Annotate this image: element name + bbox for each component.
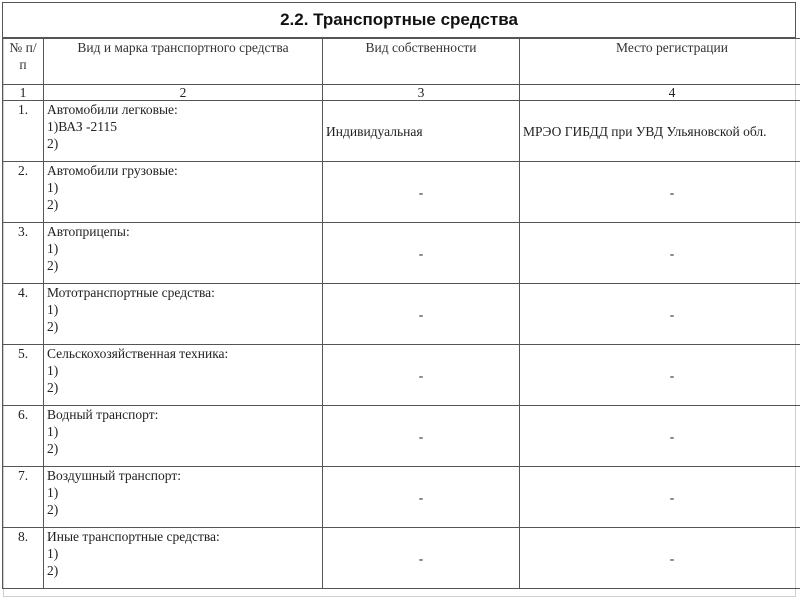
vehicle-item-2: 2) bbox=[47, 319, 59, 334]
row-number: 2. bbox=[3, 162, 44, 223]
vehicle-item-2: 2) bbox=[47, 258, 59, 273]
ownership-cell: - bbox=[323, 345, 520, 406]
header-registration: Место регистрации bbox=[520, 39, 800, 85]
row-number: 6. bbox=[3, 406, 44, 467]
registration-cell: МРЭО ГИБДД при УВД Ульяновской обл. bbox=[520, 101, 800, 162]
vehicles-table bbox=[2, 38, 800, 589]
page-title: 2.2. Транспортные средства bbox=[280, 10, 518, 29]
registration-cell: - bbox=[520, 467, 800, 528]
column-number: 1 bbox=[3, 85, 44, 101]
table-row bbox=[3, 528, 800, 589]
vehicle-category: Воздушный транспорт: bbox=[47, 468, 181, 483]
vehicle-type-cell bbox=[44, 528, 323, 589]
vehicle-type-cell bbox=[44, 223, 323, 284]
vehicle-category: Автомобили грузовые: bbox=[47, 163, 178, 178]
vehicle-item-1: 1) bbox=[47, 424, 59, 439]
vehicle-item-2: 2) bbox=[47, 197, 59, 212]
ownership-cell: - bbox=[323, 467, 520, 528]
vehicle-category: Автомобили легковые: bbox=[47, 102, 178, 117]
row-number: 8. bbox=[3, 528, 44, 589]
vehicle-item-1: 1)ВАЗ -2115 bbox=[47, 119, 117, 134]
vehicle-item-2: 2) bbox=[47, 136, 59, 151]
table-row bbox=[3, 162, 800, 223]
vehicle-type-cell bbox=[44, 345, 323, 406]
row-number: 1. bbox=[3, 101, 44, 162]
registration-cell: - bbox=[520, 406, 800, 467]
table-row bbox=[3, 467, 800, 528]
vehicle-item-2: 2) bbox=[47, 441, 59, 456]
vehicle-type-cell bbox=[44, 406, 323, 467]
column-number: 3 bbox=[323, 85, 520, 101]
column-number: 2 bbox=[44, 85, 323, 101]
registration-cell: - bbox=[520, 528, 800, 589]
ownership-cell: - bbox=[323, 406, 520, 467]
vehicle-category: Мототранспортные средства: bbox=[47, 285, 215, 300]
vehicle-type-cell bbox=[44, 162, 323, 223]
table-header-row bbox=[3, 39, 800, 85]
vehicle-type-cell bbox=[44, 467, 323, 528]
vehicle-type-cell bbox=[44, 101, 323, 162]
vehicle-item-2: 2) bbox=[47, 563, 59, 578]
registration-cell: - bbox=[520, 223, 800, 284]
vehicle-category: Водный транспорт: bbox=[47, 407, 159, 422]
ownership-cell: - bbox=[323, 223, 520, 284]
vehicle-item-1: 1) bbox=[47, 485, 59, 500]
table-row bbox=[3, 223, 800, 284]
vehicle-item-1: 1) bbox=[47, 241, 59, 256]
table-row bbox=[3, 101, 800, 162]
vehicle-category: Автоприцепы: bbox=[47, 224, 130, 239]
vehicle-item-2: 2) bbox=[47, 380, 59, 395]
vehicle-item-2: 2) bbox=[47, 502, 59, 517]
ownership-cell: Индивидуальная bbox=[323, 101, 520, 162]
header-num: № п/п bbox=[3, 39, 44, 85]
header-ownership: Вид собственности bbox=[323, 39, 520, 85]
row-number: 4. bbox=[3, 284, 44, 345]
vehicle-item-1: 1) bbox=[47, 302, 59, 317]
table-row bbox=[3, 406, 800, 467]
vehicle-category: Сельскохозяйственная техника: bbox=[47, 346, 229, 361]
vehicle-item-1: 1) bbox=[47, 546, 59, 561]
ownership-cell: - bbox=[323, 284, 520, 345]
table-row bbox=[3, 284, 800, 345]
column-number-row bbox=[3, 85, 800, 101]
row-number: 7. bbox=[3, 467, 44, 528]
vehicle-type-cell bbox=[44, 284, 323, 345]
table-row bbox=[3, 345, 800, 406]
vehicle-category: Иные транспортные средства: bbox=[47, 529, 220, 544]
column-number: 4 bbox=[520, 85, 800, 101]
ownership-cell: - bbox=[323, 528, 520, 589]
header-type: Вид и марка транспортного средства bbox=[44, 39, 323, 85]
row-number: 3. bbox=[3, 223, 44, 284]
title-bar bbox=[2, 2, 796, 38]
registration-cell: - bbox=[520, 284, 800, 345]
row-number: 5. bbox=[3, 345, 44, 406]
registration-cell: - bbox=[520, 345, 800, 406]
registration-cell: - bbox=[520, 162, 800, 223]
table-body bbox=[3, 101, 800, 589]
vehicle-item-1: 1) bbox=[47, 363, 59, 378]
ownership-cell: - bbox=[323, 162, 520, 223]
vehicle-item-1: 1) bbox=[47, 180, 59, 195]
